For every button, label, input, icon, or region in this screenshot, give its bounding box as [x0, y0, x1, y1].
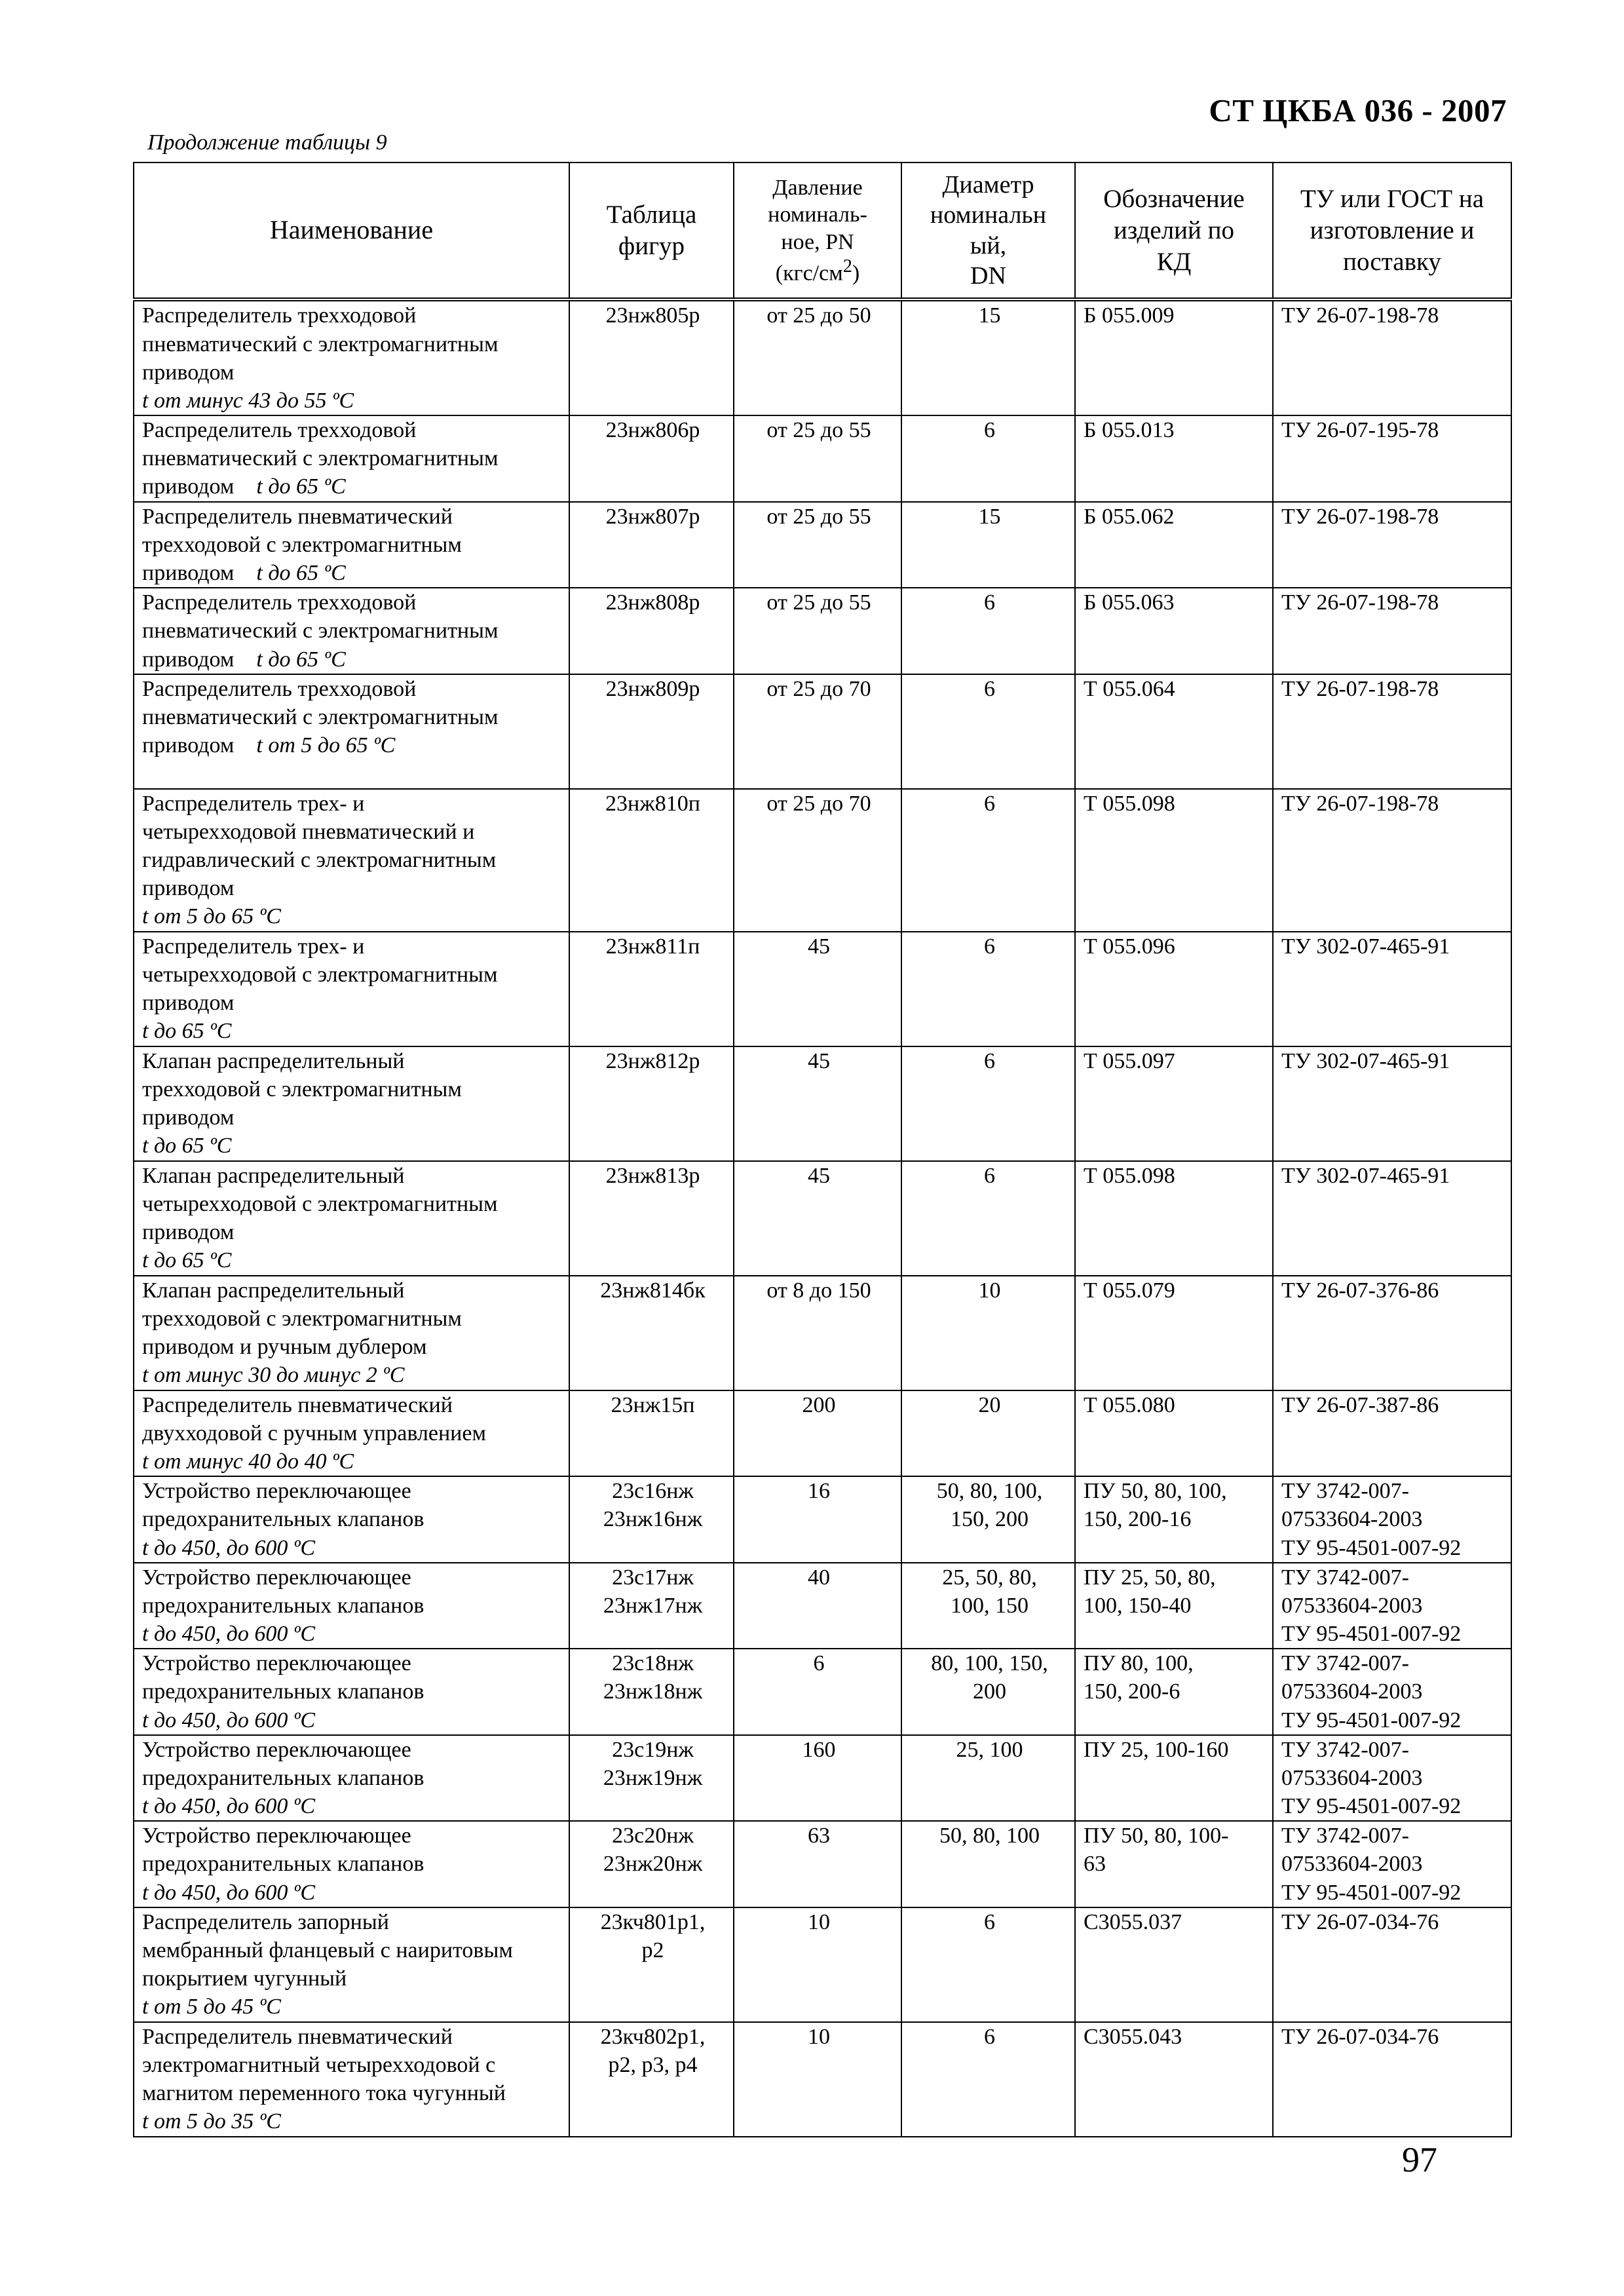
cell-pressure: от 25 до 55 [734, 502, 901, 588]
product-name: Распределитель трехходовой пневматический с электромагнитным приводом [142, 418, 499, 499]
product-name: Распределитель пневматический двухходовой с ручным управлением [142, 1392, 486, 1445]
cell-name [134, 502, 569, 588]
cell-standard: ТУ 26-07-198-78 [1273, 502, 1511, 588]
temperature-range: t до 65 ºС [142, 1248, 232, 1273]
temperature-range: t от 5 до 35 ºС [142, 2109, 281, 2134]
cell-designation: Б 055.013 [1075, 415, 1273, 502]
cell-name [134, 932, 569, 1046]
cell-pressure: 160 [734, 1735, 901, 1822]
table-row [134, 415, 1511, 502]
cell-diameter: 10 [901, 1276, 1075, 1390]
cell-standard: ТУ 302-07-465-91 [1273, 1046, 1511, 1161]
product-name: Распределитель трех- и четырехходовой пневматический и гидравлический с электромагнитным приводом [142, 791, 497, 901]
column-header-name: Наименование [134, 163, 569, 299]
product-name: Устройство переключающее предохранительных клапанов [142, 1824, 425, 1877]
cell-standard: ТУ 3742-007- 07533604-2003 ТУ 95-4501-007-92 [1273, 1563, 1511, 1649]
temperature-range: t от 5 до 65 ºС [256, 733, 396, 758]
table-header-row [134, 163, 1511, 299]
cell-pressure: 45 [734, 1161, 901, 1276]
cell-figure: 23нж806р [569, 415, 734, 502]
cell-diameter: 80, 100, 150, 200 [901, 1649, 1075, 1735]
cell-diameter: 6 [901, 674, 1075, 789]
cell-pressure: от 8 до 150 [734, 1276, 901, 1390]
table-row [134, 789, 1511, 932]
cell-name [134, 1735, 569, 1822]
table-row [134, 588, 1511, 674]
temperature-range: t до 65 ºС [142, 1019, 232, 1044]
cell-pressure: 40 [734, 1563, 901, 1649]
cell-diameter: 6 [901, 1046, 1075, 1161]
cell-name [134, 1276, 569, 1390]
temperature-range: t от минус 43 до 55 ºС [142, 388, 354, 413]
cell-designation: Т 055.096 [1075, 932, 1273, 1046]
cell-designation: Т 055.079 [1075, 1276, 1273, 1390]
cell-pressure: от 25 до 70 [734, 674, 901, 789]
cell-pressure: 6 [734, 1649, 901, 1735]
table-row [134, 502, 1511, 588]
cell-name [134, 1161, 569, 1276]
cell-standard: ТУ 26-07-198-78 [1273, 299, 1511, 415]
cell-name [134, 1821, 569, 1907]
cell-diameter: 6 [901, 2022, 1075, 2137]
table-row [134, 1390, 1511, 1477]
cell-designation: С3055.037 [1075, 1907, 1273, 2022]
table-continuation-caption: Продолжение таблицы 9 [147, 130, 387, 155]
cell-standard: ТУ 26-07-195-78 [1273, 415, 1511, 502]
temperature-range: t до 450, до 600 ºС [142, 1622, 316, 1647]
cell-pressure: от 25 до 55 [734, 588, 901, 674]
cell-diameter: 6 [901, 588, 1075, 674]
cell-name [134, 1476, 569, 1563]
cell-designation: Т 055.098 [1075, 1161, 1273, 1276]
column-header-pressure [734, 163, 901, 299]
cell-figure: 23с20нж 23нж20нж [569, 1821, 734, 1907]
cell-pressure: 45 [734, 932, 901, 1046]
cell-figure: 23с19нж 23нж19нж [569, 1735, 734, 1822]
cell-name [134, 789, 569, 932]
cell-standard: ТУ 26-07-034-76 [1273, 2022, 1511, 2137]
cell-diameter: 50, 80, 100, 150, 200 [901, 1476, 1075, 1563]
product-name: Клапан распределительный четырехходовой с электромагнитным приводом [142, 1163, 498, 1245]
cell-designation: Б 055.009 [1075, 299, 1273, 415]
cell-figure: 23кч802р1, р2, р3, р4 [569, 2022, 734, 2137]
cell-name [134, 1563, 569, 1649]
cell-standard: ТУ 26-07-376-86 [1273, 1276, 1511, 1390]
cell-designation: С3055.043 [1075, 2022, 1273, 2137]
product-name: Клапан распределительный трехходовой с электромагнитным приводом [142, 1048, 462, 1130]
cell-designation: Т 055.080 [1075, 1390, 1273, 1477]
temperature-range: t от минус 30 до минус 2 ºС [142, 1363, 405, 1388]
table-row [134, 299, 1511, 415]
cell-designation: ПУ 80, 100, 150, 200-6 [1075, 1649, 1273, 1735]
cell-name [134, 2022, 569, 2137]
pressure-header-text: Давление номиналь- ное, PN (кгс/см [768, 175, 867, 286]
temperature-range: t до 65 ºС [256, 560, 346, 585]
cell-name [134, 299, 569, 415]
cell-designation: Т 055.064 [1075, 674, 1273, 789]
cell-standard: ТУ 302-07-465-91 [1273, 1161, 1511, 1276]
page-number: 97 [1402, 2140, 1437, 2179]
temperature-range: t от 5 до 45 ºС [142, 1995, 281, 2019]
cell-diameter: 6 [901, 1907, 1075, 2022]
cell-figure: 23нж808р [569, 588, 734, 674]
cell-standard: ТУ 26-07-387-86 [1273, 1390, 1511, 1477]
column-header-diameter: Диаметр номинальн ый, DN [901, 163, 1075, 299]
pressure-header-superscript: 2 [842, 256, 852, 277]
cell-standard: ТУ 3742-007- 07533604-2003 ТУ 95-4501-007-92 [1273, 1649, 1511, 1735]
cell-designation: Б 055.063 [1075, 588, 1273, 674]
cell-diameter: 6 [901, 789, 1075, 932]
cell-diameter: 25, 50, 80, 100, 150 [901, 1563, 1075, 1649]
cell-designation: Т 055.097 [1075, 1046, 1273, 1161]
temperature-range: t до 450, до 600 ºС [142, 1535, 316, 1560]
temperature-range: t до 450, до 600 ºС [142, 1880, 316, 1905]
table-row [134, 1046, 1511, 1161]
cell-pressure: 200 [734, 1390, 901, 1477]
table-row [134, 2022, 1511, 2137]
cell-name [134, 1649, 569, 1735]
table-row [134, 674, 1511, 789]
product-name: Распределитель трехходовой пневматический с электромагнитным приводом [142, 303, 499, 385]
cell-pressure: от 25 до 50 [734, 299, 901, 415]
cell-figure: 23кч801р1, р2 [569, 1907, 734, 2022]
cell-name [134, 1390, 569, 1477]
cell-name [134, 1907, 569, 2022]
cell-designation: ПУ 50, 80, 100, 150, 200-16 [1075, 1476, 1273, 1563]
product-name: Распределитель пневматический электромагнитный четырехходовой с магнитом переменного тока чугунный [142, 2024, 506, 2106]
column-header-standard: ТУ или ГОСТ на изготовление и поставку [1273, 163, 1511, 299]
table-row [134, 1563, 1511, 1649]
cell-pressure: 10 [734, 1907, 901, 2022]
cell-standard: ТУ 26-07-198-78 [1273, 789, 1511, 932]
cell-figure: 23с16нж 23нж16нж [569, 1476, 734, 1563]
cell-standard: ТУ 3742-007- 07533604-2003 ТУ 95-4501-007-92 [1273, 1821, 1511, 1907]
temperature-range: t до 450, до 600 ºС [142, 1708, 316, 1732]
product-name: Распределитель трехходовой пневматический с электромагнитным приводом [142, 590, 499, 672]
cell-name [134, 674, 569, 789]
cell-pressure: 16 [734, 1476, 901, 1563]
temperature-range: t до 65 ºС [256, 647, 346, 672]
product-name: Устройство переключающее предохранительных клапанов [142, 1737, 425, 1790]
cell-standard: ТУ 302-07-465-91 [1273, 932, 1511, 1046]
table-row [134, 1476, 1511, 1563]
table-row [134, 1161, 1511, 1276]
table-row [134, 1821, 1511, 1907]
column-header-designation: Обозначение изделий по КД [1075, 163, 1273, 299]
cell-figure: 23с17нж 23нж17нж [569, 1563, 734, 1649]
cell-figure: 23нж805р [569, 299, 734, 415]
cell-figure: 23нж807р [569, 502, 734, 588]
cell-designation: ПУ 25, 100-160 [1075, 1735, 1273, 1822]
cell-figure: 23нж811п [569, 932, 734, 1046]
cell-figure: 23нж15п [569, 1390, 734, 1477]
cell-name [134, 1046, 569, 1161]
cell-diameter: 6 [901, 1161, 1075, 1276]
cell-standard: ТУ 3742-007- 07533604-2003 ТУ 95-4501-007-92 [1273, 1476, 1511, 1563]
document-code: СТ ЦКБА 036 - 2007 [1209, 92, 1507, 128]
cell-name [134, 588, 569, 674]
cell-figure: 23нж809р [569, 674, 734, 789]
cell-diameter: 25, 100 [901, 1735, 1075, 1822]
column-header-figure: Таблица фигур [569, 163, 734, 299]
cell-pressure: 63 [734, 1821, 901, 1907]
cell-pressure: 10 [734, 2022, 901, 2137]
table-row [134, 932, 1511, 1046]
cell-diameter: 20 [901, 1390, 1075, 1477]
cell-designation: ПУ 50, 80, 100- 63 [1075, 1821, 1273, 1907]
cell-designation: ПУ 25, 50, 80, 100, 150-40 [1075, 1563, 1273, 1649]
cell-name [134, 415, 569, 502]
product-name: Распределитель трехходовой пневматический с электромагнитным приводом [142, 676, 499, 758]
product-name: Распределитель трех- и четырехходовой с электромагнитным приводом [142, 934, 498, 1016]
table-row [134, 1735, 1511, 1822]
temperature-range: t от минус 40 до 40 ºС [142, 1449, 354, 1474]
cell-diameter: 15 [901, 299, 1075, 415]
temperature-range: t до 450, до 600 ºС [142, 1794, 316, 1819]
product-name: Устройство переключающее предохранительных клапанов [142, 1651, 425, 1704]
cell-figure: 23нж810п [569, 789, 734, 932]
cell-diameter: 6 [901, 932, 1075, 1046]
table-row [134, 1907, 1511, 2022]
product-name: Клапан распределительный трехходовой с электромагнитным приводом и ручным дублером [142, 1278, 462, 1360]
temperature-range: t до 65 ºС [256, 474, 346, 499]
cell-standard: ТУ 3742-007- 07533604-2003 ТУ 95-4501-007-92 [1273, 1735, 1511, 1822]
pressure-header-tail: ) [852, 261, 860, 286]
cell-standard: ТУ 26-07-198-78 [1273, 674, 1511, 789]
cell-pressure: 45 [734, 1046, 901, 1161]
cell-figure: 23с18нж 23нж18нж [569, 1649, 734, 1735]
cell-designation: Б 055.062 [1075, 502, 1273, 588]
cell-figure: 23нж813р [569, 1161, 734, 1276]
product-name: Распределитель пневматический трехходовой с электромагнитным приводом [142, 504, 462, 585]
temperature-range: t до 65 ºС [142, 1134, 232, 1158]
cell-diameter: 15 [901, 502, 1075, 588]
cell-diameter: 6 [901, 415, 1075, 502]
product-name: Устройство переключающее предохранительных клапанов [142, 1479, 425, 1532]
cell-designation: Т 055.098 [1075, 789, 1273, 932]
products-table [133, 162, 1512, 2137]
cell-figure: 23нж814бк [569, 1276, 734, 1390]
cell-figure: 23нж812р [569, 1046, 734, 1161]
product-name: Распределитель запорный мембранный фланцевый с наиритовым покрытием чугунный [142, 1909, 513, 1991]
table-row [134, 1276, 1511, 1390]
cell-diameter: 50, 80, 100 [901, 1821, 1075, 1907]
cell-pressure: от 25 до 70 [734, 789, 901, 932]
temperature-range: t от 5 до 65 ºС [142, 904, 281, 929]
cell-standard: ТУ 26-07-034-76 [1273, 1907, 1511, 2022]
table-row [134, 1649, 1511, 1735]
cell-pressure: от 25 до 55 [734, 415, 901, 502]
cell-standard: ТУ 26-07-198-78 [1273, 588, 1511, 674]
product-name: Устройство переключающее предохранительных клапанов [142, 1565, 425, 1618]
